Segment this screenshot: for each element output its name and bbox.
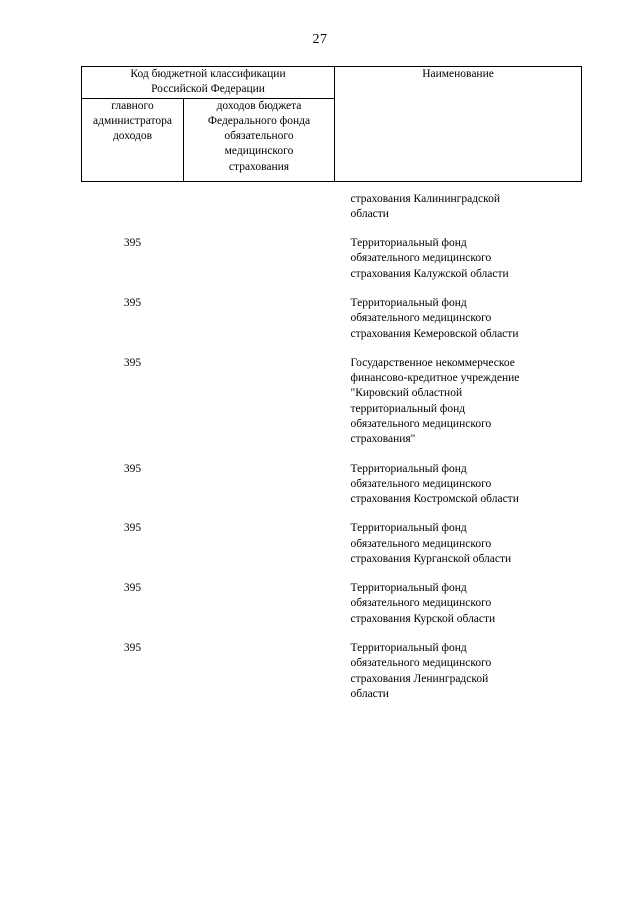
cell-admin-code: 395: [123, 582, 142, 595]
cell-name-line: страхования": [350, 433, 416, 446]
cell-fond-code: [184, 567, 335, 627]
cell-name-line: обязательного медицинского: [350, 312, 492, 325]
cell-fond-code: [184, 222, 335, 282]
cell-name-line: Территориальный фонд: [350, 642, 467, 655]
cell-admin-code: 395: [123, 522, 142, 535]
cell-name-line: обязательного медицинского: [350, 252, 492, 265]
cell-name-line: финансово-кредитное учреждение: [350, 372, 520, 385]
cell-name-line: обязательного медицинского: [350, 477, 492, 490]
header-column-fond-line3: обязательного: [224, 130, 294, 143]
table-row: [82, 448, 582, 508]
cell-name-line: обязательного медицинского: [350, 657, 492, 670]
cell-name-line: Территориальный фонд: [350, 462, 467, 475]
cell-name-line: области: [350, 687, 389, 700]
budget-classification-table: [81, 66, 582, 702]
header-column-fond-line4: медицинского: [224, 145, 294, 158]
cell-fond-code: [184, 282, 335, 342]
cell-fond-code: [184, 627, 335, 702]
cell-name-line: "Кировский областной: [350, 387, 463, 400]
cell-name-line: страхования Ленинградской: [350, 672, 489, 685]
cell-name-line: страхования Калининградской: [350, 192, 501, 205]
header-group-title: [82, 67, 335, 99]
header-column-fond-line1: доходов бюджета: [216, 99, 302, 112]
cell-name: [335, 282, 582, 342]
cell-name: [335, 507, 582, 567]
cell-name-line: обязательного медицинского: [350, 417, 492, 430]
cell-name-line: Территориальный фонд: [350, 237, 467, 250]
cell-name-line: обязательного медицинского: [350, 537, 492, 550]
cell-fond-code: [184, 507, 335, 567]
header-column-admin-line1: главного: [111, 99, 154, 112]
cell-fond-code: [184, 448, 335, 508]
header-column-admin: [82, 98, 184, 181]
table-row: [82, 627, 582, 702]
cell-name-line: страхования Курской области: [350, 612, 496, 625]
header-column-fond-line5: страхования: [228, 160, 290, 173]
cell-name-line: страхования Костромской области: [350, 493, 519, 506]
cell-admin-code: [82, 181, 184, 222]
header-column-admin-line2: администратора: [92, 114, 172, 127]
cell-name: [335, 448, 582, 508]
cell-name-line: страхования Кемеровской области: [350, 327, 519, 340]
cell-name: [335, 222, 582, 282]
cell-name-line: обязательного медицинского: [350, 597, 492, 610]
cell-admin-code: 395: [123, 296, 142, 309]
header-column-fond-line2: Федерального фонда: [207, 114, 311, 127]
header-column-name: Наименование: [335, 67, 582, 182]
cell-admin-code: 395: [123, 356, 142, 369]
cell-name-line: страхования Калужской области: [350, 267, 509, 280]
cell-name-line: области: [350, 207, 389, 220]
table-row: [82, 342, 582, 448]
cell-fond-code: [184, 342, 335, 448]
table-row: [82, 222, 582, 282]
table-row: [82, 507, 582, 567]
cell-name: [335, 567, 582, 627]
cell-name-line: территориальный фонд: [350, 402, 466, 415]
page-number: 27: [312, 32, 328, 47]
cell-admin-code: 395: [123, 237, 142, 250]
table-header-top-row: [82, 67, 582, 99]
cell-name-line: Государственное некоммерческое: [350, 356, 515, 369]
cell-name-line: Территориальный фонд: [350, 522, 467, 535]
cell-name: [335, 342, 582, 448]
table-row: [82, 181, 582, 222]
header-column-fond: [184, 98, 335, 181]
table-row: [82, 567, 582, 627]
cell-name-line: Территориальный фонд: [350, 582, 467, 595]
cell-name: [335, 181, 582, 222]
header-group-title-line2: Российской Федерации: [151, 83, 265, 96]
header-group-title-line1: Код бюджетной классификации: [130, 68, 286, 80]
table-row: [82, 282, 582, 342]
cell-name-line: Территориальный фонд: [350, 296, 467, 309]
cell-admin-code: 395: [123, 462, 142, 475]
cell-fond-code: [184, 181, 335, 222]
header-column-admin-line3: доходов: [112, 130, 153, 143]
cell-name-line: страхования Курганской области: [350, 552, 512, 565]
cell-admin-code: 395: [123, 642, 142, 655]
cell-name: [335, 627, 582, 702]
